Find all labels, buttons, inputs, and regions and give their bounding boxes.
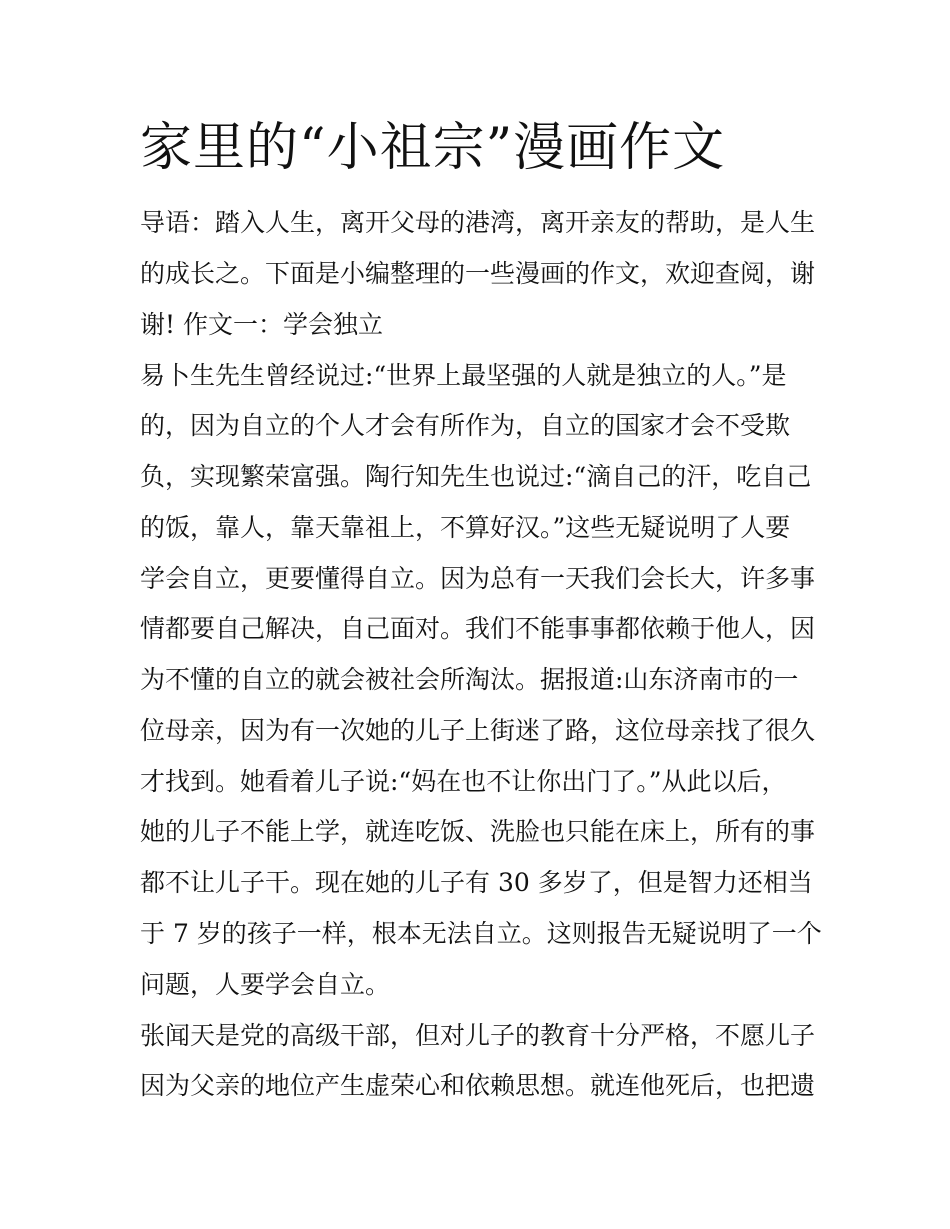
body-line-18: 因为父亲的地位产生虚荣心和依赖思想。就连他死后，也把遗 [140,1071,816,1100]
body-line-11: 位母亲，因为有一次她的儿子上街迷了路，这位母亲找了很久 [140,716,816,745]
body-line-12: 才找到。她看着儿子说:“妈在也不让你出门了。”从此以后， [140,767,787,796]
body-line-13: 她的儿子不能上学，就连吃饭、洗脸也只能在床上，所有的事 [140,817,816,846]
body-line-15: 于 7 岁的孩子一样，根本无法自立。这则报告无疑说明了一个 [140,919,822,948]
body-line-7: 的饭，靠人，靠天靠祖上，不算好汉。”这些无疑说明了人要 [140,513,791,542]
body-line-9: 情都要自己解决，自己面对。我们不能事事都依赖于他人，因 [140,614,816,643]
body-line-5: 的，因为自立的个人才会有所作为，自立的国家才会不受欺 [140,411,791,440]
body-line-1: 导语：踏入人生，离开父母的港湾，离开亲友的帮助，是人生 [140,208,816,237]
body-line-3: 谢! 作文一：学会独立 [140,310,383,339]
body-line-14: 都不让儿子干。现在她的儿子有 30 多岁了，但是智力还相当 [140,868,813,897]
body-line-17: 张闻天是党的高级干部，但对儿子的教育十分严格，不愿儿子 [140,1021,816,1050]
body-line-8: 学会自立，更要懂得自立。因为总有一天我们会长大，许多事 [140,564,816,593]
body-line-16: 问题，人要学会自立。 [140,970,391,999]
body-line-10: 为不懂的自立的就会被社会所淘汰。据报道:山东济南市的一 [140,665,799,694]
body-line-6: 负，实现繁荣富强。陶行知先生也说过:“滴自己的汗，吃自己 [140,462,812,491]
document-title: 家里的“小祖宗”漫画作文 [140,118,726,178]
body-line-4: 易卜生先生曾经说过:“世界上最坚强的人就是独立的人。”是 [140,361,787,390]
body-line-2: 的成长之。下面是小编整理的一些漫画的作文，欢迎查阅，谢 [140,259,816,288]
